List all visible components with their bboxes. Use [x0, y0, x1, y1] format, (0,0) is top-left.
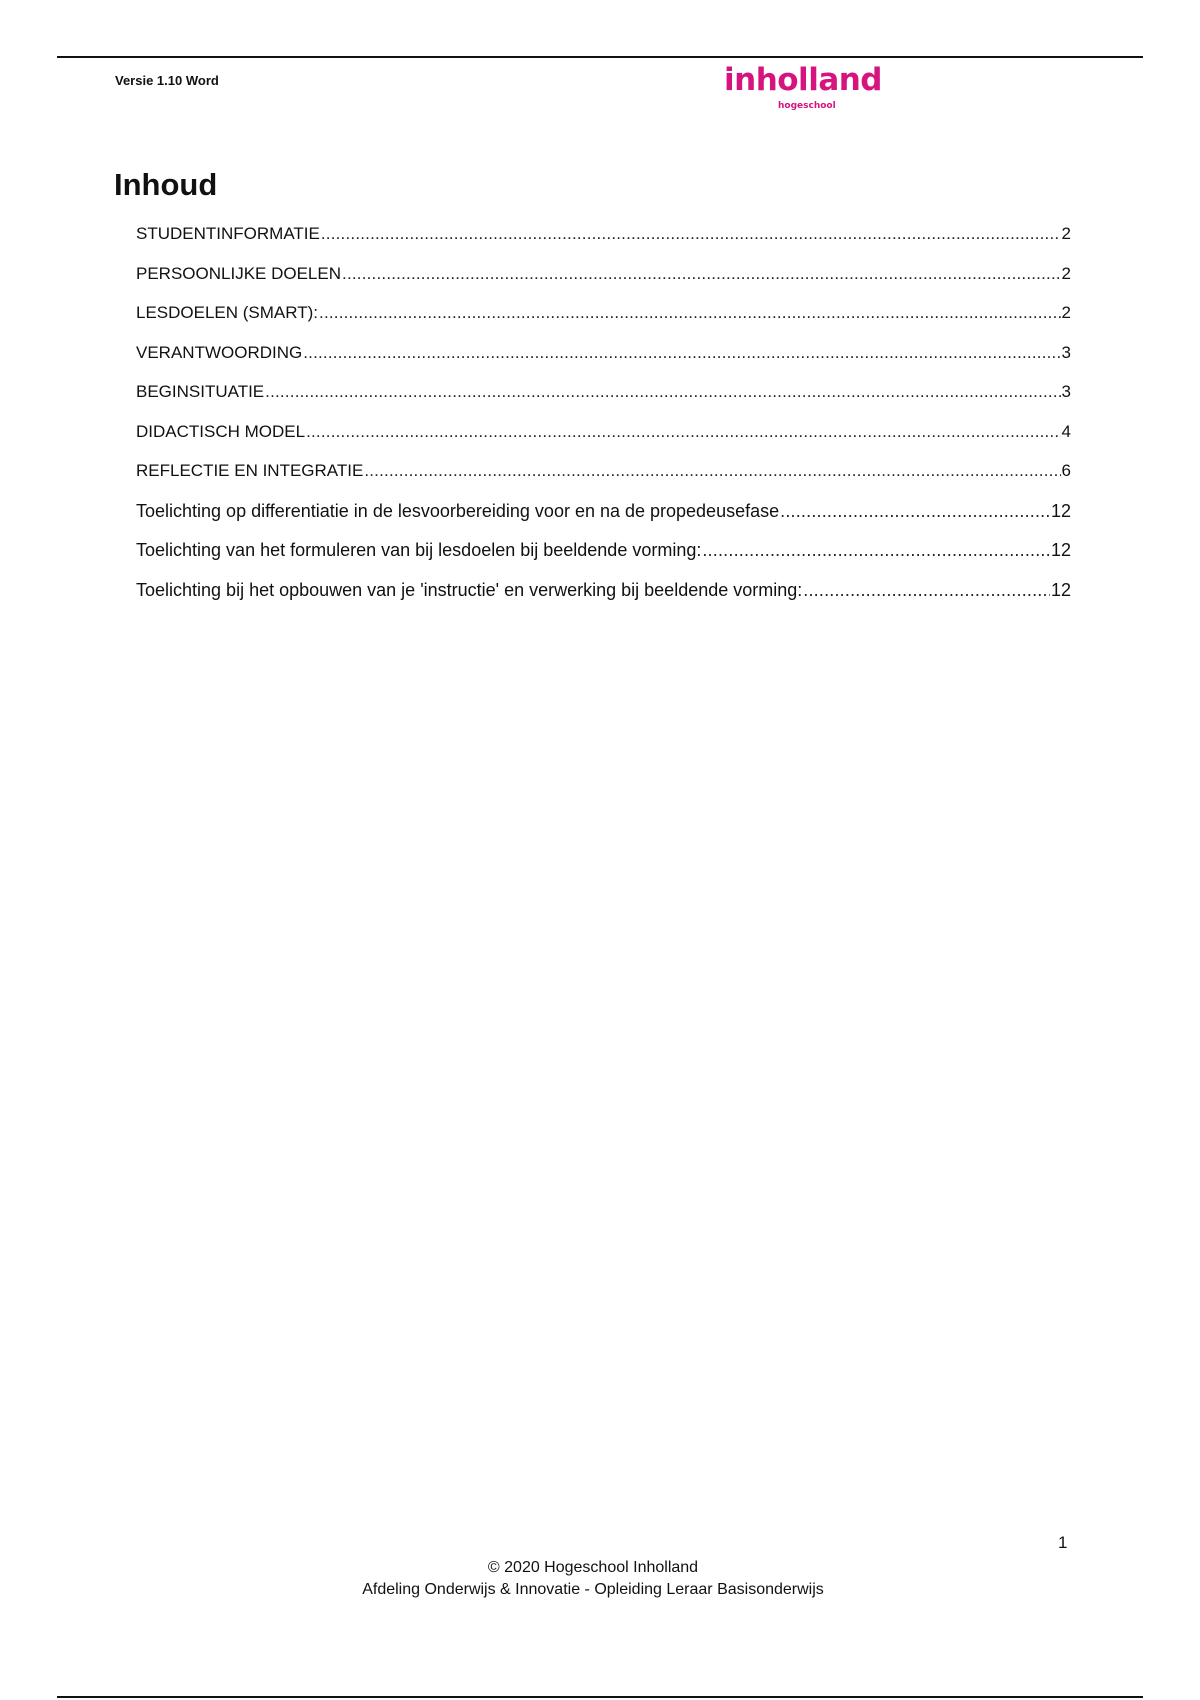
toc-dot-leader — [303, 340, 1060, 366]
inholland-logo — [724, 62, 894, 116]
toc-entry-page: 3 — [1061, 382, 1071, 401]
toc-entry-label: VERANTWOORDING — [136, 342, 303, 362]
toc-entry-didactisch-model[interactable] — [136, 419, 1071, 459]
toc-dot-leader — [265, 379, 1060, 405]
toc-entry-lesdoelen[interactable] — [136, 300, 1071, 340]
toc-entry-page: 12 — [1050, 500, 1071, 521]
footer-department: Afdeling Onderwijs & Innovatie - Opleiding Leraar Basisonderwijs — [362, 1581, 824, 1598]
toc-dot-leader — [342, 261, 1061, 287]
toc-entry-toelichting-lesdoelen[interactable] — [136, 537, 1071, 577]
header-rule — [57, 56, 1143, 58]
toc-entry-page: 4 — [1061, 421, 1071, 441]
toc-entry-beginsituatie[interactable] — [136, 379, 1071, 419]
toc-entry-reflectie[interactable] — [136, 458, 1071, 498]
toc-entry-label: Toelichting bij het opbouwen van je 'instructie' en verwerking bij beeldende vorming: — [136, 579, 803, 600]
toc-dot-leader — [702, 537, 1050, 563]
toc-entry-label: Toelichting van het formuleren van bij lesdoelen bij beeldende vorming: — [136, 540, 702, 560]
logo-wordmark: inholland — [724, 62, 882, 98]
toc-dot-leader — [319, 300, 1061, 326]
toc-entry-verantwoording[interactable] — [136, 340, 1071, 380]
page-number: 1 — [1058, 1533, 1068, 1552]
toc-entry-page: 2 — [1061, 303, 1071, 322]
toc-entry-persoonlijke-doelen[interactable] — [136, 261, 1071, 301]
toc-entry-toelichting-instructie[interactable] — [136, 577, 1071, 617]
toc-entry-page: 2 — [1061, 224, 1071, 243]
toc-entry-toelichting-differentiatie[interactable] — [136, 498, 1071, 538]
toc-dot-leader — [306, 419, 1060, 445]
toc-dot-leader — [321, 221, 1061, 247]
toc-dot-leader — [780, 498, 1050, 524]
toc-entry-label: BEGINSITUATIE — [136, 382, 265, 401]
toc-entry-page: 6 — [1061, 461, 1071, 480]
toc-entry-label: LESDOELEN (SMART): — [136, 303, 319, 322]
toc-entry-label: Toelichting op differentiatie in de lesvoorbereiding voor en na de propedeusefase — [136, 500, 780, 521]
toc-entry-page: 12 — [1050, 579, 1071, 600]
toc-dot-leader — [803, 577, 1050, 603]
logo-subtitle: hogeschool — [778, 101, 836, 111]
toc-entry-label: DIDACTISCH MODEL — [136, 421, 306, 441]
toc-entry-page: 12 — [1050, 540, 1071, 560]
toc-title: Inhoud — [114, 167, 218, 202]
toc-entry-label: STUDENTINFORMATIE — [136, 224, 320, 243]
table-of-contents — [136, 221, 1071, 616]
toc-entry-label: REFLECTIE EN INTEGRATIE — [136, 461, 364, 480]
toc-entry-studentinformatie[interactable] — [136, 221, 1071, 261]
toc-entry-page: 3 — [1061, 342, 1071, 362]
toc-entry-label: PERSOONLIJKE DOELEN — [136, 263, 342, 283]
toc-entry-page: 2 — [1061, 263, 1071, 283]
toc-dot-leader — [364, 458, 1060, 484]
version-label: Versie 1.10 Word — [115, 73, 219, 88]
page-footer — [0, 1557, 1186, 1601]
footer-rule — [57, 1696, 1143, 1698]
footer-copyright: © 2020 Hogeschool Inholland — [487, 1559, 699, 1576]
